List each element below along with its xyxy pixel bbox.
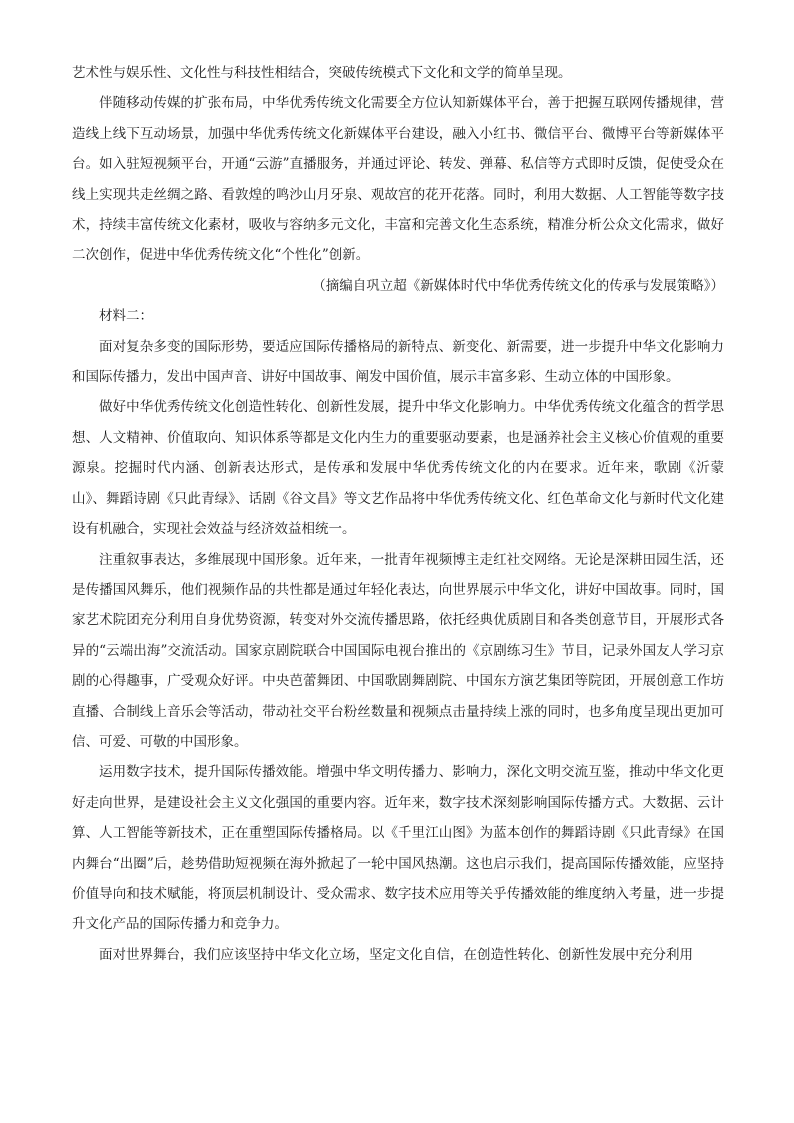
paragraph-4: 做好中华优秀传统文化创造性转化、创新性发展，提升中华文化影响力。中华优秀传统文化蕴含的哲学思想、人文精神、价值取向、知识体系等都是文化内生力的重要驱动要素，也是涵养社会主义核心价值观的重要源泉。挖掘时代内涵、创新表达形式，是传承和发展中华优秀传统文化的内在要求。近年来，歌剧《沂蒙山》、舞蹈诗剧《只此青绿》、话剧《谷文昌》等文艺作品将中华优秀传统文化、红色革命文化与新时代文化建设有机融合，实现社会效益与经济效益相统一。 xyxy=(72,399,724,538)
paragraph-3: 面对复杂多变的国际形势，要适应国际传播格局的新特点、新变化、新需要，进一步提升中华文化影响力和国际传播力，发出中国声音、讲好中国故事、阐发中国价值，展示丰富多彩、生动立体的中国形象。 xyxy=(72,338,724,386)
paragraph-1: 艺术性与娱乐性、文化性与科技性相结合，突破传统模式下文化和文学的简单呈现。 xyxy=(72,65,572,81)
paragraph-5: 注重叙事表达，多维展现中国形象。近年来，一批青年视频博主走红社交网络。无论是深耕田园生活，还是传播国风舞乐，他们视频作品的共性都是通过年轻化表达，向世界展示中华文化，讲好中国故事。同时，国家艺术院团充分利用自身优势资源，转变对外交流传播思路，依托经典优质剧目和各类创意节目，开展形式各异的“云端出海”交流活动。国家京剧院联合中国国际电视台推出的《京剧练习生》节目，记录外国友人学习京剧的心得趣事，广受观众好评。中央芭蕾舞团、中国歌剧舞剧院、中国东方演艺集团等院团，开展创意工作坊直播、合制线上音乐会等活动，带动社交平台粉丝数量和视频点击量持续上涨的同时，也多角度呈现出更加可信、可爱、可敬的中国形象。 xyxy=(72,551,724,750)
paragraph-2: 伴随移动传媒的扩张布局，中华优秀传统文化需要全方位认知新媒体平台，善于把握互联网传播规律，营造线上线下互动场景，加强中华优秀传统文化新媒体平台建设，融入小红书、微信平台、微博平台等新媒体平台。如入驻短视频平台，开通“云游”直播服务，并通过评论、转发、弹幕、私信等方式即时反馈，促使受众在线上实现共走丝绸之路、看敦煌的鸣沙山月牙泉、观故宫的花开花落。同时，利用大数据、人工智能等数字技术，持续丰富传统文化素材，吸收与容纳多元文化，丰富和完善文化生态系统，精准分析公众文化需求，做好二次创作，促进中华优秀传统文化“个性化”创新。 xyxy=(72,95,724,264)
paragraph-7: 面对世界舞台，我们应该坚持中华文化立场，坚定文化自信，在创造性转化、创新性发展中充分利用 xyxy=(99,946,693,963)
document-page xyxy=(72,58,724,970)
paragraph-6: 运用数字技术，提升国际传播效能。增强中华文明传播力、影响力，深化文明交流互鉴，推动中华文化更好走向世界，是建设社会主义文化强国的重要内容。近年来，数字技术深刻影响国际传播方式。大数据、云计算、人工智能等新技术，正在重塑国际传播格局。以《千里江山图》为蓝本创作的舞蹈诗剧《只此青绿》在国内舞台“出圈”后，趁势借助短视频在海外掀起了一轮中国风热潮。这也启示我们，提高国际传播效能，应坚持价值导向和技术赋能，将顶层机制设计、受众需求、数字技术应用等关乎传播效能的维度纳入考量，进一步提升文化产品的国际传播力和竞争力。 xyxy=(72,764,724,933)
source-citation: （摘编自巩立超《新媒体时代中华优秀传统文化的传承与发展策略》） xyxy=(312,277,724,294)
material-two-heading: 材料二： xyxy=(99,308,153,325)
